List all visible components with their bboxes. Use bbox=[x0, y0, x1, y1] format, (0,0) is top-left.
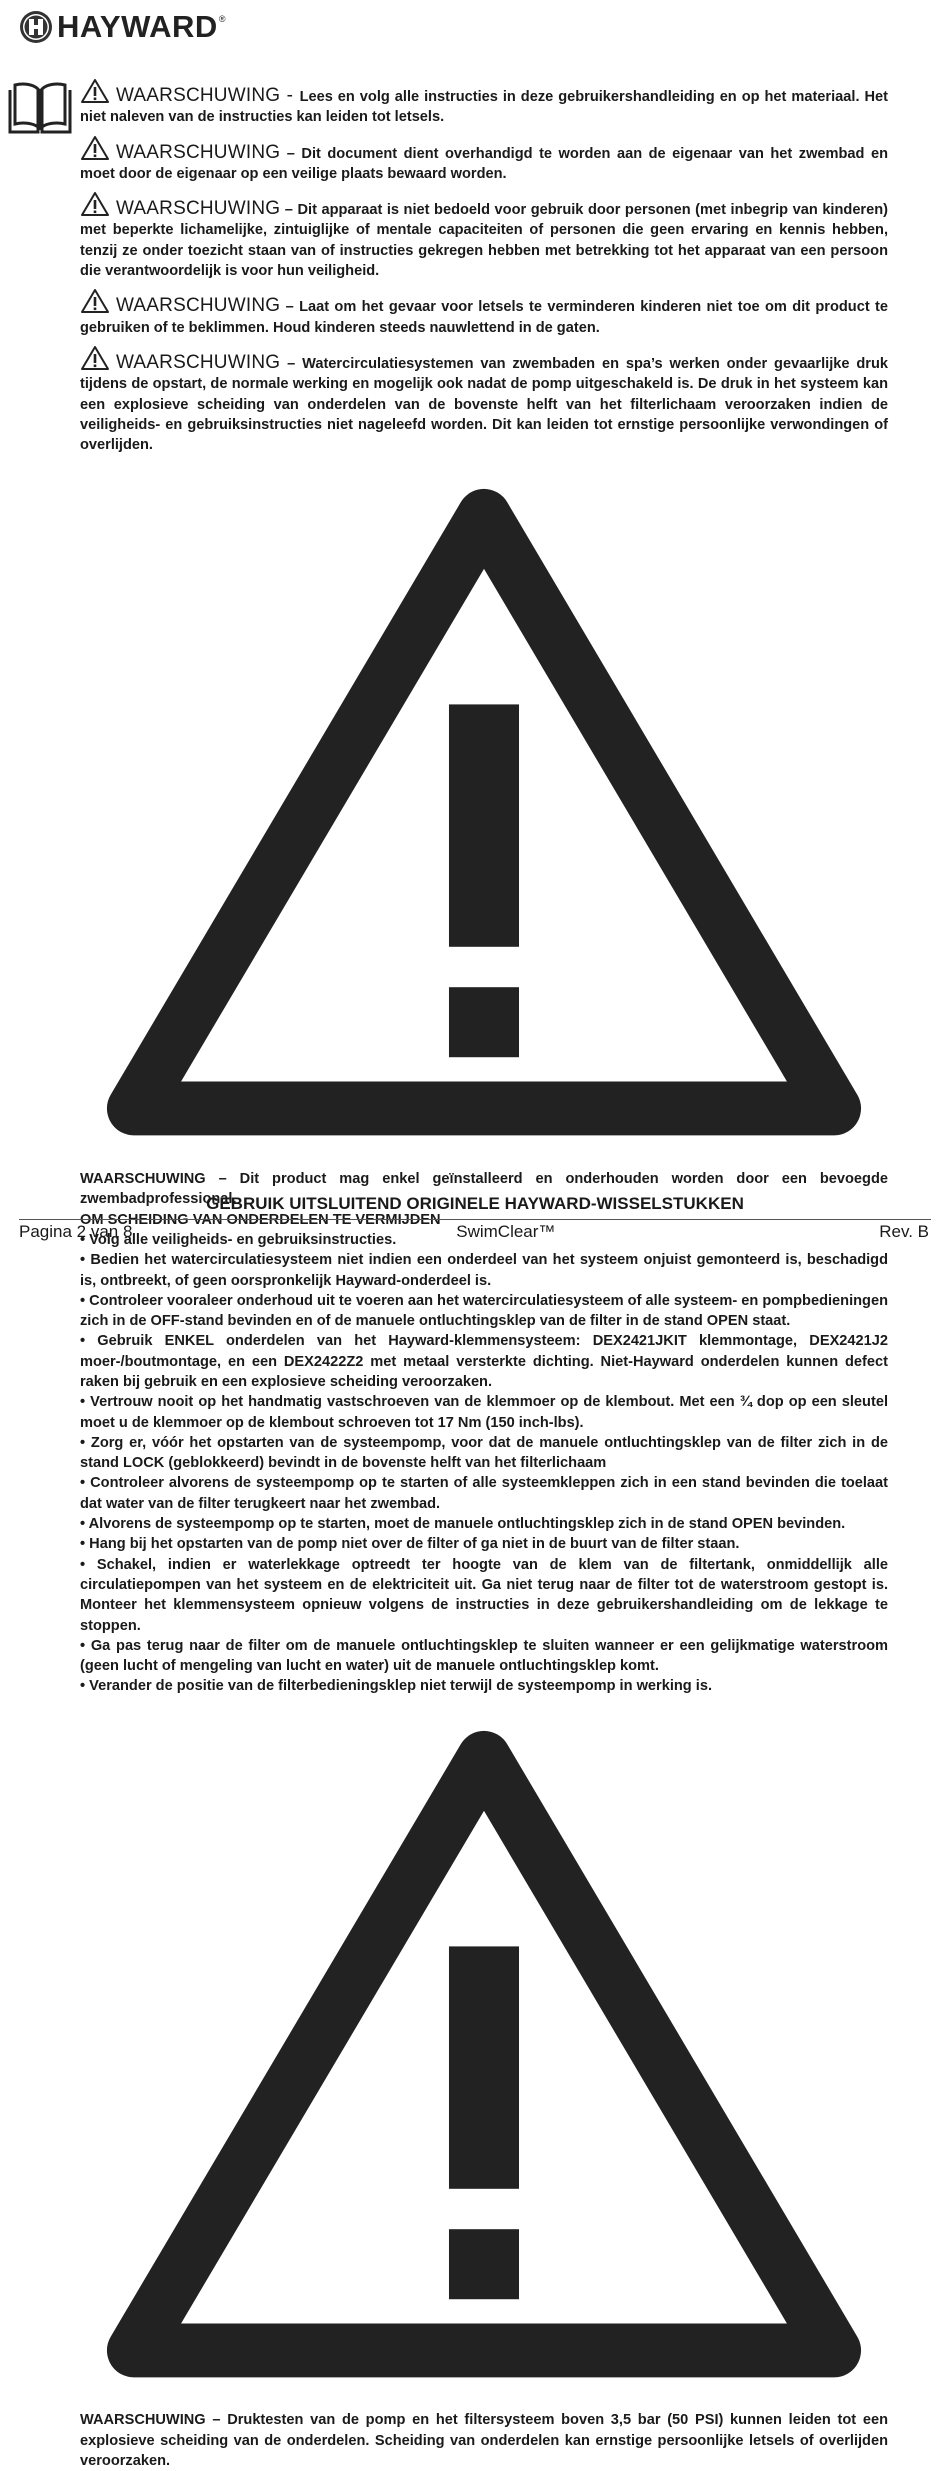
hayward-h-icon bbox=[19, 10, 53, 44]
warning-title: WAARSCHUWING bbox=[116, 351, 281, 373]
warning-text: Dit apparaat is niet bedoeld voor gebruik door personen (met inbegrip van kinderen) met beperkte lichamelijke, zintuiglijke of mentale capaciteiten of personen die geen ervaring en kennis hebben, tenzij ze onder toezicht staan van of instructies gekregen hebben met betrekking tot het apparaat van een persoon die verantwoordelijk is voor hun veiligheid. bbox=[80, 202, 889, 280]
read-manual-icon bbox=[7, 80, 73, 136]
bullet-item: • Controleer alvorens de systeempomp op te starten of alle systeemkleppen zich in een stand bevinden die toelaat dat water van de filter terugkeert naar het zwembad. bbox=[80, 1475, 888, 1512]
bullet-item: • Zorg er, vóór het opstarten van de systeempomp, voor dat de manuele ontluchtingsklep van de filter zich in de stand LOCK (geblokkeerd) bevindt in de bovenste helft van het filterlichaam bbox=[80, 1434, 888, 1472]
revision: Rev. B bbox=[879, 1222, 929, 1241]
brand-name: HAYWARD bbox=[57, 9, 218, 44]
warning-triangle-icon bbox=[80, 78, 110, 104]
bullet-item: • Verander de positie van de filterbedieningsklep niet terwijl de systeempomp in werking is. bbox=[80, 1678, 713, 1695]
bullet-item: • Volg alle veiligheids- en gebruiksinstructies. bbox=[80, 1231, 397, 1248]
warning-text: Dit document dient overhandigd te worden aan de eigenaar van het zwembad en moet door de eigenaar op een veilige plaats bewaard worden. bbox=[80, 145, 889, 182]
warnings-content bbox=[80, 78, 888, 2471]
page-number: Pagina 2 van 8 bbox=[19, 1222, 133, 1241]
bullet-item: • Schakel, indien er waterlekkage optreedt ter hoogte van de klem van de filtertank, onmiddellijk alle circulatiepompen van het systeem en de elektriciteit uit. Ga niet terug naar de filter tot de waterstroom gestopt is. Monteer het klemmensysteem opnieuw volgens de instructies in deze gebruikershandleiding om de lekkage te stoppen. bbox=[80, 1556, 888, 1634]
warning-text: Laat om het gevaar voor letsels te verminderen kinderen niet toe om dit product te gebruiken of te beklimmen. Houd kinderen steeds nauwlettend in de gaten. bbox=[80, 299, 888, 336]
registered-mark: ® bbox=[218, 14, 226, 24]
warning-triangle-icon bbox=[80, 1704, 888, 2404]
bullet-item: • Hang bij het opstarten van de pomp niet over de filter of ga niet in de buurt van de filter staan. bbox=[80, 1536, 740, 1553]
bullet-item: • Controleer vooraleer onderhoud uit te voeren aan het watercirculatiesysteem of alle systeem- en pompbedieningen zich in de OFF-stand bevinden en of de manuele ontluchtingsklep van de filter in de stand OPEN staat. bbox=[80, 1292, 888, 1330]
warning-sep: – bbox=[205, 1171, 240, 1188]
warning-sep: – bbox=[280, 145, 302, 162]
product-name: SwimClear™ bbox=[456, 1222, 556, 1241]
warning-sep: – bbox=[280, 202, 298, 219]
warning-block bbox=[80, 288, 888, 338]
bullet-item: • Alvorens de systeempomp op te starten, moet de manuele ontluchtingsklep zich in de stand OPEN bevinden. bbox=[80, 1516, 846, 1533]
page-footer bbox=[19, 1222, 929, 1242]
bullet-item: • Bedien het watercirculatiesysteem niet indien een onderdeel van het systeem onjuist gemonteerd is, beschadigd is, ontbreekt, of geen oorspronkelijk Hayward-onderdeel is. bbox=[80, 1252, 888, 1289]
warning-text: Lees en volg alle instructies in deze gebruikershandleiding en op het materiaal. Het niet naleven van de instructies kan leiden tot letsels. bbox=[80, 89, 888, 126]
warning-block bbox=[80, 462, 888, 1209]
warning-sep: – bbox=[205, 2412, 228, 2429]
section-heading: OM SCHEIDING VAN ONDERDELEN TE VERMIJDEN bbox=[80, 1211, 441, 1228]
warning-block bbox=[80, 345, 888, 455]
bullet-item: • Gebruik ENKEL onderdelen van het Hayward-klemmensysteem: DEX2421JKIT klemmontage, DEX2421J2 moer-/boutmontage, en een DEX2422Z2 met metaal versterkte dichting. Niet-Hayward onderdelen kunnen defect raken bij gebruik en een explosieve scheiding veroorzaken. bbox=[80, 1333, 888, 1390]
warning-text: Dit product mag enkel geïnstalleerd en onderhouden worden door een bevoegde zwembadprofessional. bbox=[80, 1171, 888, 1208]
warning-sep: – bbox=[280, 299, 300, 316]
warning-text: Watercirculatiesystemen van zwembaden en spa’s werken onder gevaarlijke druk tijdens de opstart, de normale werking en mogelijk ook nadat de pomp uitgeschakeld is. De druk in het systeem kan een explosieve scheiding van onderdelen van de bovenste helft van het filterlichaam veroorzaken indien de veiligheids- en gebruiksinstructies niet nageleefd worden. Dit kan leiden tot ernstige persoonlijke verwondingen of overlijden. bbox=[80, 355, 888, 454]
warning-triangle-icon bbox=[80, 135, 110, 161]
warning-sep: – bbox=[280, 355, 303, 372]
warning-title: WAARSCHUWING bbox=[80, 2412, 206, 2429]
warning-sep: - bbox=[280, 85, 300, 106]
warning-title: WAARSCHUWING bbox=[116, 85, 281, 106]
warning-title: WAARSCHUWING bbox=[116, 295, 281, 317]
warning-block bbox=[80, 135, 888, 185]
warning-title: WAARSCHUWING bbox=[80, 1171, 206, 1188]
bullet-item: • Vertrouw nooit op het handmatig vastschroeven van de klemmoer op de klembout. Met een ¾ dop op een sleutel moet u de klemmoer op de klembout schroeven tot 17 Nm (150 inch-lbs). bbox=[80, 1394, 888, 1431]
warning-block bbox=[80, 191, 888, 281]
warning-title: WAARSCHUWING bbox=[116, 198, 281, 220]
footer-divider bbox=[19, 1219, 931, 1220]
warning-title: WAARSCHUWING bbox=[116, 141, 281, 163]
warning-block bbox=[80, 78, 888, 128]
warning-triangle-icon bbox=[80, 462, 888, 1162]
footer-notice: GEBRUIK UITSLUITEND ORIGINELE HAYWARD-WISSELSTUKKEN bbox=[206, 1194, 744, 1213]
warning-triangle-icon bbox=[80, 191, 110, 217]
hayward-logo bbox=[19, 10, 225, 44]
warning-triangle-icon bbox=[80, 288, 110, 314]
warning-triangle-icon bbox=[80, 345, 110, 371]
warning-text: Druktesten van de pomp en het filtersysteem boven 3,5 bar (50 PSI) kunnen leiden tot een explosieve scheiding van de onderdelen. Scheiding van onderdelen kan ernstige persoonlijke letsels of overlijden veroorzaken. bbox=[80, 2412, 888, 2469]
warning-block bbox=[80, 1704, 888, 2471]
bullet-item: • Ga pas terug naar de filter om de manuele ontluchtingsklep te sluiten wanneer er een gelijkmatige waterstroom (geen lucht of mengeling van lucht en water) uit de manuele ontluchtingsklep komt. bbox=[80, 1637, 888, 1675]
